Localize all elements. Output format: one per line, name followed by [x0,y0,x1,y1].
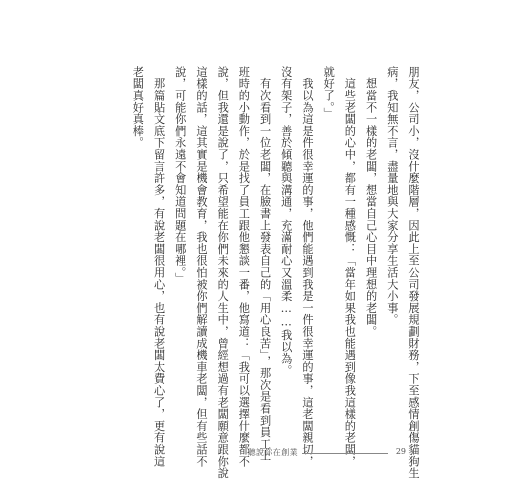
text-line: 有次看到一位老闆，在臉書上發表自己的「用心良苦」，那次是看到員工上 [258,66,272,462]
text-line: 我以為這是件很幸運的事，他們能遇到我是一件很幸運的事，這老闆親切， [300,66,314,468]
text-line: 就好了。」 [322,66,336,120]
text-line: 那篇貼文底下留言許多，有說老闆很用心，也有說老闆太費心了，更有說這 [152,66,166,468]
running-title: 聽說你在創業 [247,448,298,457]
text-line: 病，我知無不言，盡量地與大家分享生活大小事。 [385,66,399,326]
page-number: 29 [395,447,406,456]
footer-divider [302,453,388,454]
text-line: 這樣的話，這其實是機會教育，我也很怕被你們解讀成機車老闆，但有些話不 [194,66,208,468]
page-footer [0,447,418,461]
text-line: 朋友，公司小，沒什麼階層，因此上至公司發展規劃財務，下至感情創傷貓狗生 [407,66,420,479]
text-line: 班時的小動作，於是找了員工跟他懇談一番，他寫道：「我可以選擇什麼都不 [237,66,251,468]
text-line: 說，但我還是說了，只希望能在你們未來的人生中，曾經想過有老闆願意跟你說 [216,66,230,479]
text-line: 想當不一樣的老闆，想當自己心目中理想的老闆。 [364,66,378,338]
text-line: 這些老闆的心中，都有一種感慨：「當年如果我也能遇到像我這樣的老闆， [343,66,357,468]
text-line: 說，可能你們永遠不會知道問題在哪裡。」 [173,66,187,285]
text-line: 沒有架子，善於傾聽與溝通，充滿耐心又溫柔……我以為。 [279,66,293,377]
text-line: 老闆真好真棒。 [131,66,145,149]
